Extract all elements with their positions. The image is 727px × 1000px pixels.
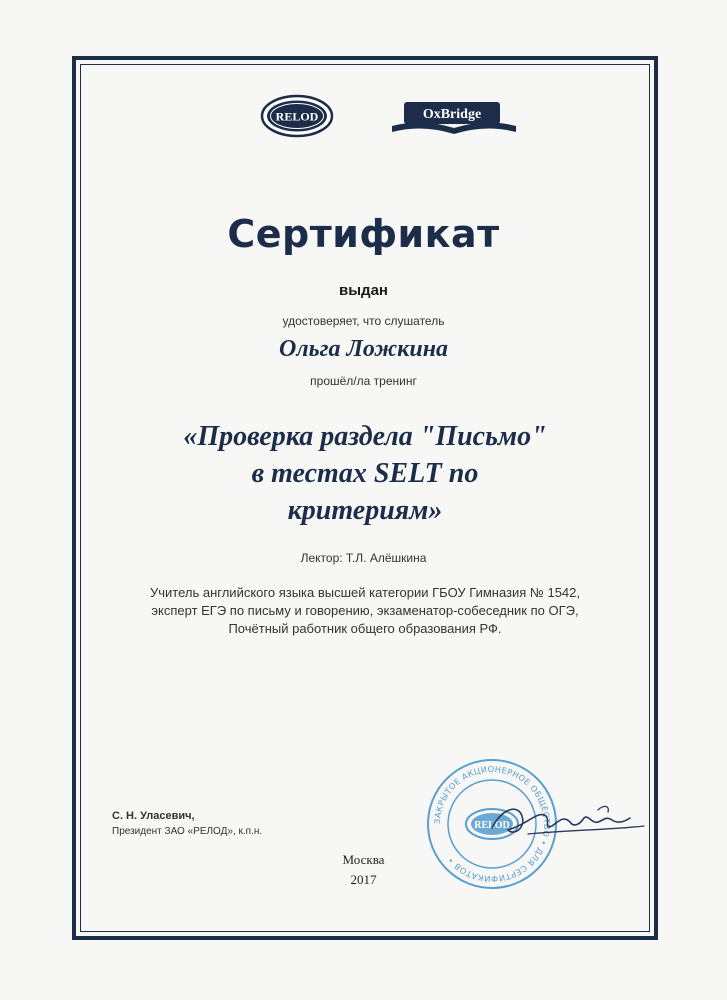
relod-logo-text: RELOD xyxy=(275,109,319,124)
issued-label: выдан xyxy=(339,282,388,299)
oxbridge-logo xyxy=(388,96,520,140)
course-title-line-1: «Проверка раздела "Письмо" xyxy=(183,421,547,452)
stamp-ring-text: ЗАКРЫТОЕ АКЦИОНЕРНОЕ ОБЩЕСТВО • ДЛЯ СЕРТИФИКАТОВ • xyxy=(431,763,553,885)
course-title-line-2: в тестах SELT по xyxy=(251,458,479,489)
certifies-label: удостоверяет, что слушатель xyxy=(282,314,445,328)
issue-year: 2017 xyxy=(350,872,377,887)
lecturer-line: Лектор: Т.Л. Алёшкина xyxy=(300,551,427,565)
course-title-line-3: критериям» xyxy=(287,495,443,526)
stamp-center-text: RELOD xyxy=(474,820,510,831)
certificate-title: Сертификат xyxy=(227,212,500,256)
recipient-name: Ольга Ложкина xyxy=(278,336,449,362)
signature xyxy=(488,790,648,850)
signer-name: С. Н. Уласевич, xyxy=(112,810,195,822)
relod-logo xyxy=(260,94,334,138)
lecturer-bio: Учитель английского языка высшей категории ГБОУ Гимназия № 1542, эксперт ЕГЭ по письму и говорению, экзаменатор-собеседник по ОГЭ, Почётный работник общего образования РФ. xyxy=(149,585,580,636)
course-title xyxy=(140,418,590,529)
completed-label: прошёл/ла тренинг xyxy=(310,374,417,388)
issue-city: Москва xyxy=(342,852,385,867)
oxbridge-logo-text: OxBridge xyxy=(422,107,482,122)
signer-title: Президент ЗАО «РЕЛОД», к.п.н. xyxy=(112,826,263,837)
